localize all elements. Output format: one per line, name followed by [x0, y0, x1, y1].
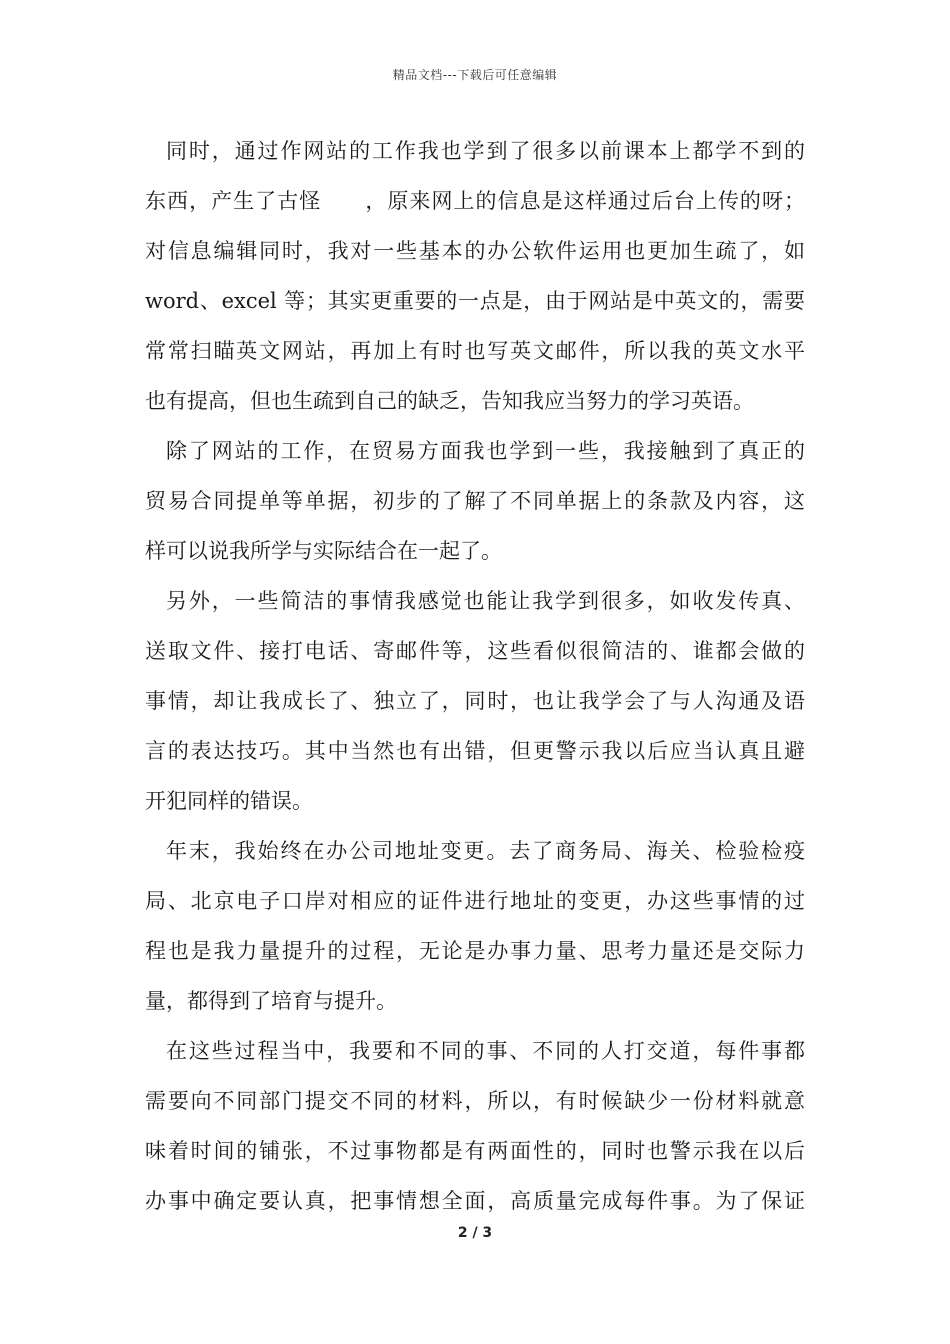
text-line: 局、北京电子口岸对相应的证件进行地址的变更，办这些事情的过	[145, 889, 805, 913]
text-line: 在这些过程当中，我要和不同的事、不同的人打交道，每件事都	[166, 1039, 805, 1063]
paragraph	[145, 1026, 805, 1226]
text-line: 东西，产生了古怪 ，原来网上的信息是这样通过后台上传的呀；	[145, 189, 805, 213]
text-line: 贸易合同提单等单据，初步的了解了不同单据上的条款及内容，这	[145, 489, 805, 513]
paragraph	[145, 426, 805, 576]
text-line: word、excel 等；其实更重要的一点是，由于网站是中英文的，需要	[145, 289, 805, 313]
text-line: 需要向不同部门提交不同的材料，所以，有时候缺少一份材料就意	[145, 1089, 805, 1113]
text-line: 除了网站的工作，在贸易方面我也学到一些，我接触到了真正的	[166, 439, 805, 463]
paragraph	[145, 576, 805, 826]
text-line: 事情，却让我成长了、独立了，同时，也让我学会了与人沟通及语	[145, 689, 805, 713]
paragraph	[145, 826, 805, 1026]
page-header: 精品文档---下载后可任意编辑	[392, 68, 558, 82]
text-line: 对信息编辑同时，我对一些基本的办公软件运用也更加生疏了，如	[145, 239, 805, 263]
document-body	[145, 126, 805, 1226]
text-line: 常常扫瞄英文网站，再加上有时也写英文邮件，所以我的英文水平	[145, 339, 805, 363]
text-line: 也有提高，但也生疏到自己的缺乏，告知我应当努力的学习英语。	[145, 389, 754, 413]
text-line: 量，都得到了培育与提升。	[145, 989, 397, 1013]
text-line: 味着时间的铺张，不过事物都是有两面性的，同时也警示我在以后	[145, 1139, 805, 1163]
page-number: 2 / 3	[457, 1225, 493, 1241]
text-line: 办事中确定要认真，把事情想全面，高质量完成每件事。为了保证	[145, 1189, 805, 1213]
text-line: 言的表达技巧。其中当然也有出错，但更警示我以后应当认真且避	[145, 739, 805, 763]
text-line: 另外，一些简洁的事情我感觉也能让我学到很多，如收发传真、	[166, 589, 805, 613]
text-line: 年末，我始终在办公司地址变更。去了商务局、海关、检验检疫	[166, 839, 805, 863]
text-line: 送取文件、接打电话、寄邮件等，这些看似很简洁的、谁都会做的	[145, 639, 805, 663]
text-line: 程也是我力量提升的过程，无论是办事力量、思考力量还是交际力	[145, 939, 805, 963]
paragraph	[145, 126, 805, 426]
text-line: 开犯同样的错误。	[145, 789, 313, 813]
text-line: 同时，通过作网站的工作我也学到了很多以前课本上都学不到的	[166, 139, 805, 163]
text-line: 样可以说我所学与实际结合在一起了。	[145, 539, 502, 563]
